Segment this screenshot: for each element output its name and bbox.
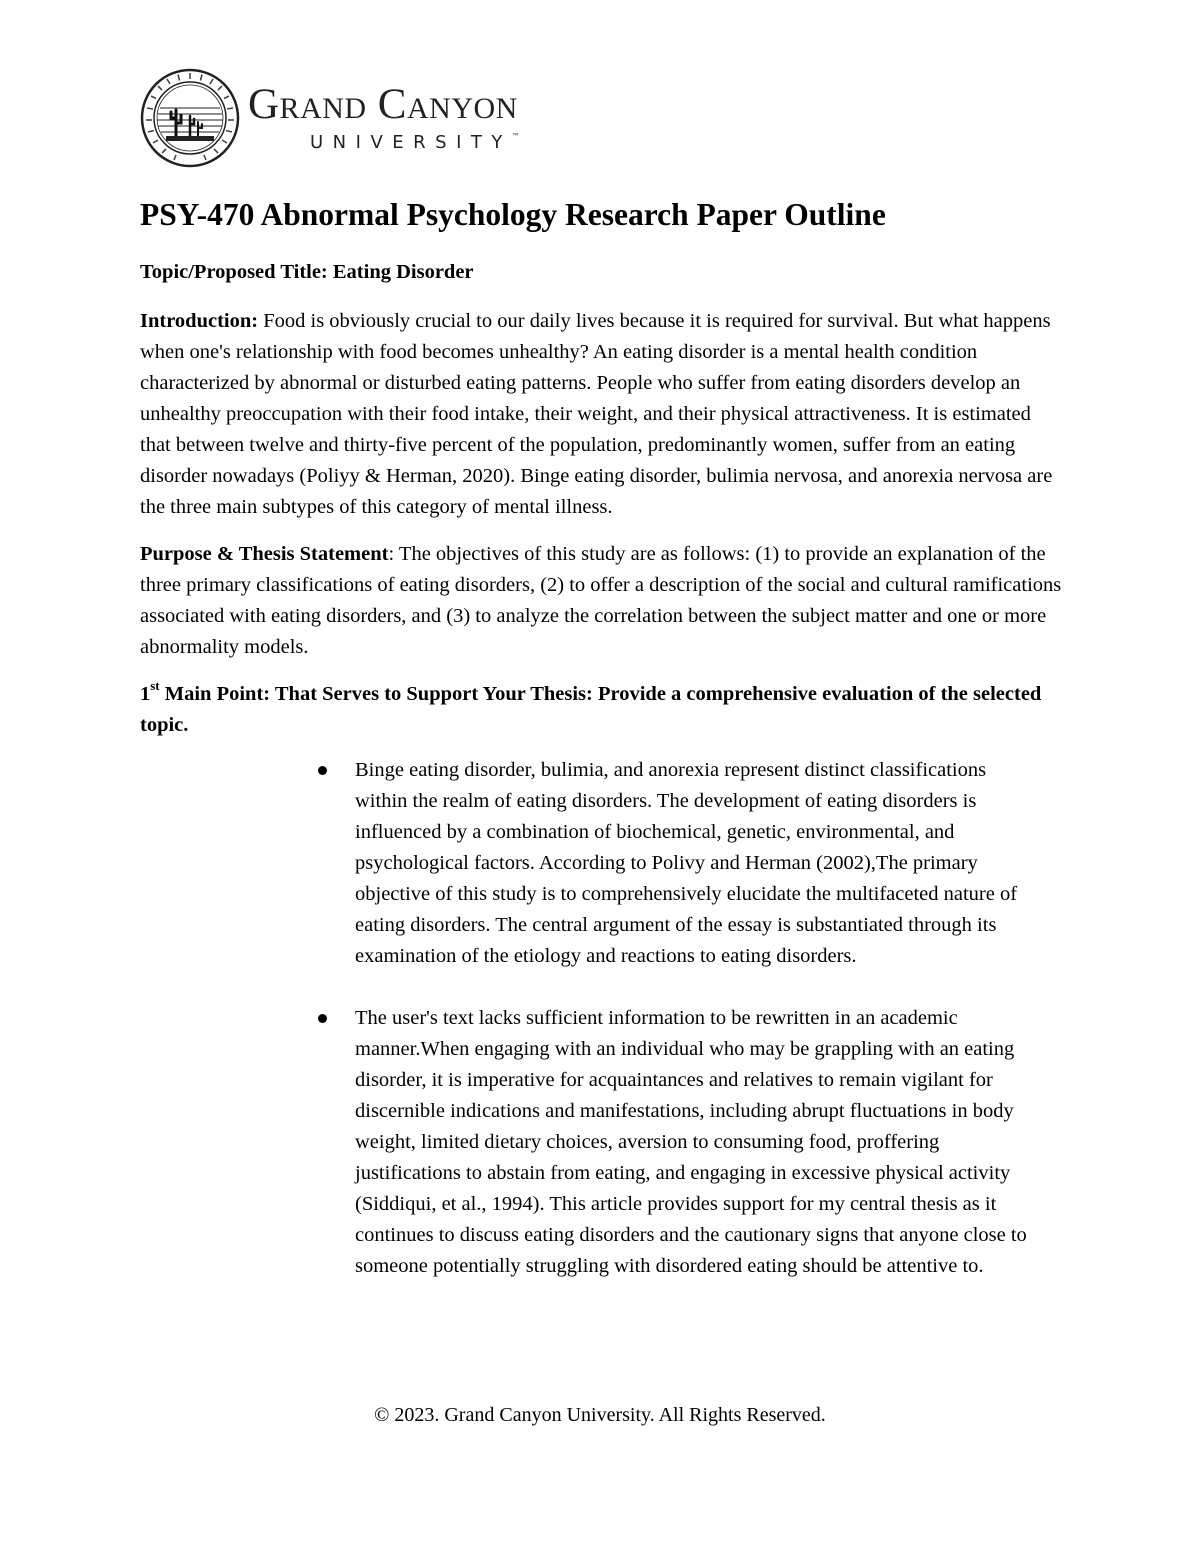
purpose-text: : The objectives of this study are as follows: (1) to provide an explanation of the three primary classifications of eating disorders, (2) to offer a description of the social and cultural ramifications associated with eating disorders, and (3) to analyze the correlation between the subject matter and one or more abnormality models. [140, 543, 1062, 658]
list-item [315, 755, 1035, 972]
main-point-text: Main Point: That Serves to Support Your Thesis: Provide a comprehensive evaluation of the selected topic. [140, 683, 1042, 736]
wordmark-line2 [310, 132, 520, 153]
main-point-bullets [315, 755, 1035, 1282]
university-seal-icon [140, 68, 240, 168]
introduction-paragraph [140, 306, 1065, 523]
purpose-paragraph [140, 539, 1065, 663]
list-item [315, 1003, 1035, 1282]
wordmark-line1: Grand Canyon [248, 81, 518, 128]
bullet-text: The user's text lacks sufficient information to be rewritten in an academic manner.When engaging with an individual who may be grappling with an eating disorder, it is imperative for acquaintances and relatives to remain vigilant for discernible indications and manifestations, including abrupt fluctuations in body weight, limited dietary choices, aversion to consuming food, proffering justifications to abstain from eating, and engaging in excessive physical activity (Siddiqui, et al., 1994). This article provides support for my central thesis as it continues to discuss eating disorders and the cautionary signs that anyone close to someone potentially struggling with disordered eating should be attentive to. [355, 1007, 1027, 1277]
main-point-number: 1 [140, 683, 151, 705]
university-logo [140, 68, 590, 168]
bullet-icon [318, 1014, 327, 1023]
topic-title: Topic/Proposed Title: Eating Disorder [140, 261, 474, 283]
trademark-symbol: ™ [511, 132, 520, 141]
introduction-label: Introduction: [140, 310, 259, 332]
page-title: PSY-470 Abnormal Psychology Research Paper Outline [140, 197, 886, 232]
wordmark-university: UNIVERSITY [310, 132, 512, 153]
document-body [140, 195, 1065, 1313]
introduction-text: Food is obviously crucial to our daily lives because it is required for survival. But what happens when one's relationship with food becomes unhealthy? An eating disorder is a mental health condition characterized by abnormal or disturbed eating patterns. People who suffer from eating disorders develop an unhealthy preoccupation with their food intake, their weight, and their physical attractiveness. It is estimated that between twelve and thirty-five percent of the population, predominantly women, suffer from an eating disorder nowadays (Poliyy & Herman, 2020). Binge eating disorder, bulimia nervosa, and anorexia nervosa are the three main subtypes of this category of mental illness. [140, 310, 1053, 518]
university-wordmark [248, 83, 520, 153]
purpose-label: Purpose & Thesis Statement [140, 543, 389, 565]
bullet-icon [318, 766, 327, 775]
bullet-text: Binge eating disorder, bulimia, and anorexia represent distinct classifications within the realm of eating disorders. The development of eating disorders is influenced by a combination of biochemical, genetic, environmental, and psychological factors. According to Polivy and Herman (2002),The primary objective of this study is to comprehensively elucidate the multifaceted nature of eating disorders. The central argument of the essay is substantiated through its examination of the etiology and reactions to eating disorders. [355, 759, 1018, 967]
main-point-heading [140, 679, 1065, 741]
main-point-ordinal: st [150, 678, 160, 694]
copyright-footer: © 2023. Grand Canyon University. All Rights Reserved. [374, 1404, 826, 1426]
